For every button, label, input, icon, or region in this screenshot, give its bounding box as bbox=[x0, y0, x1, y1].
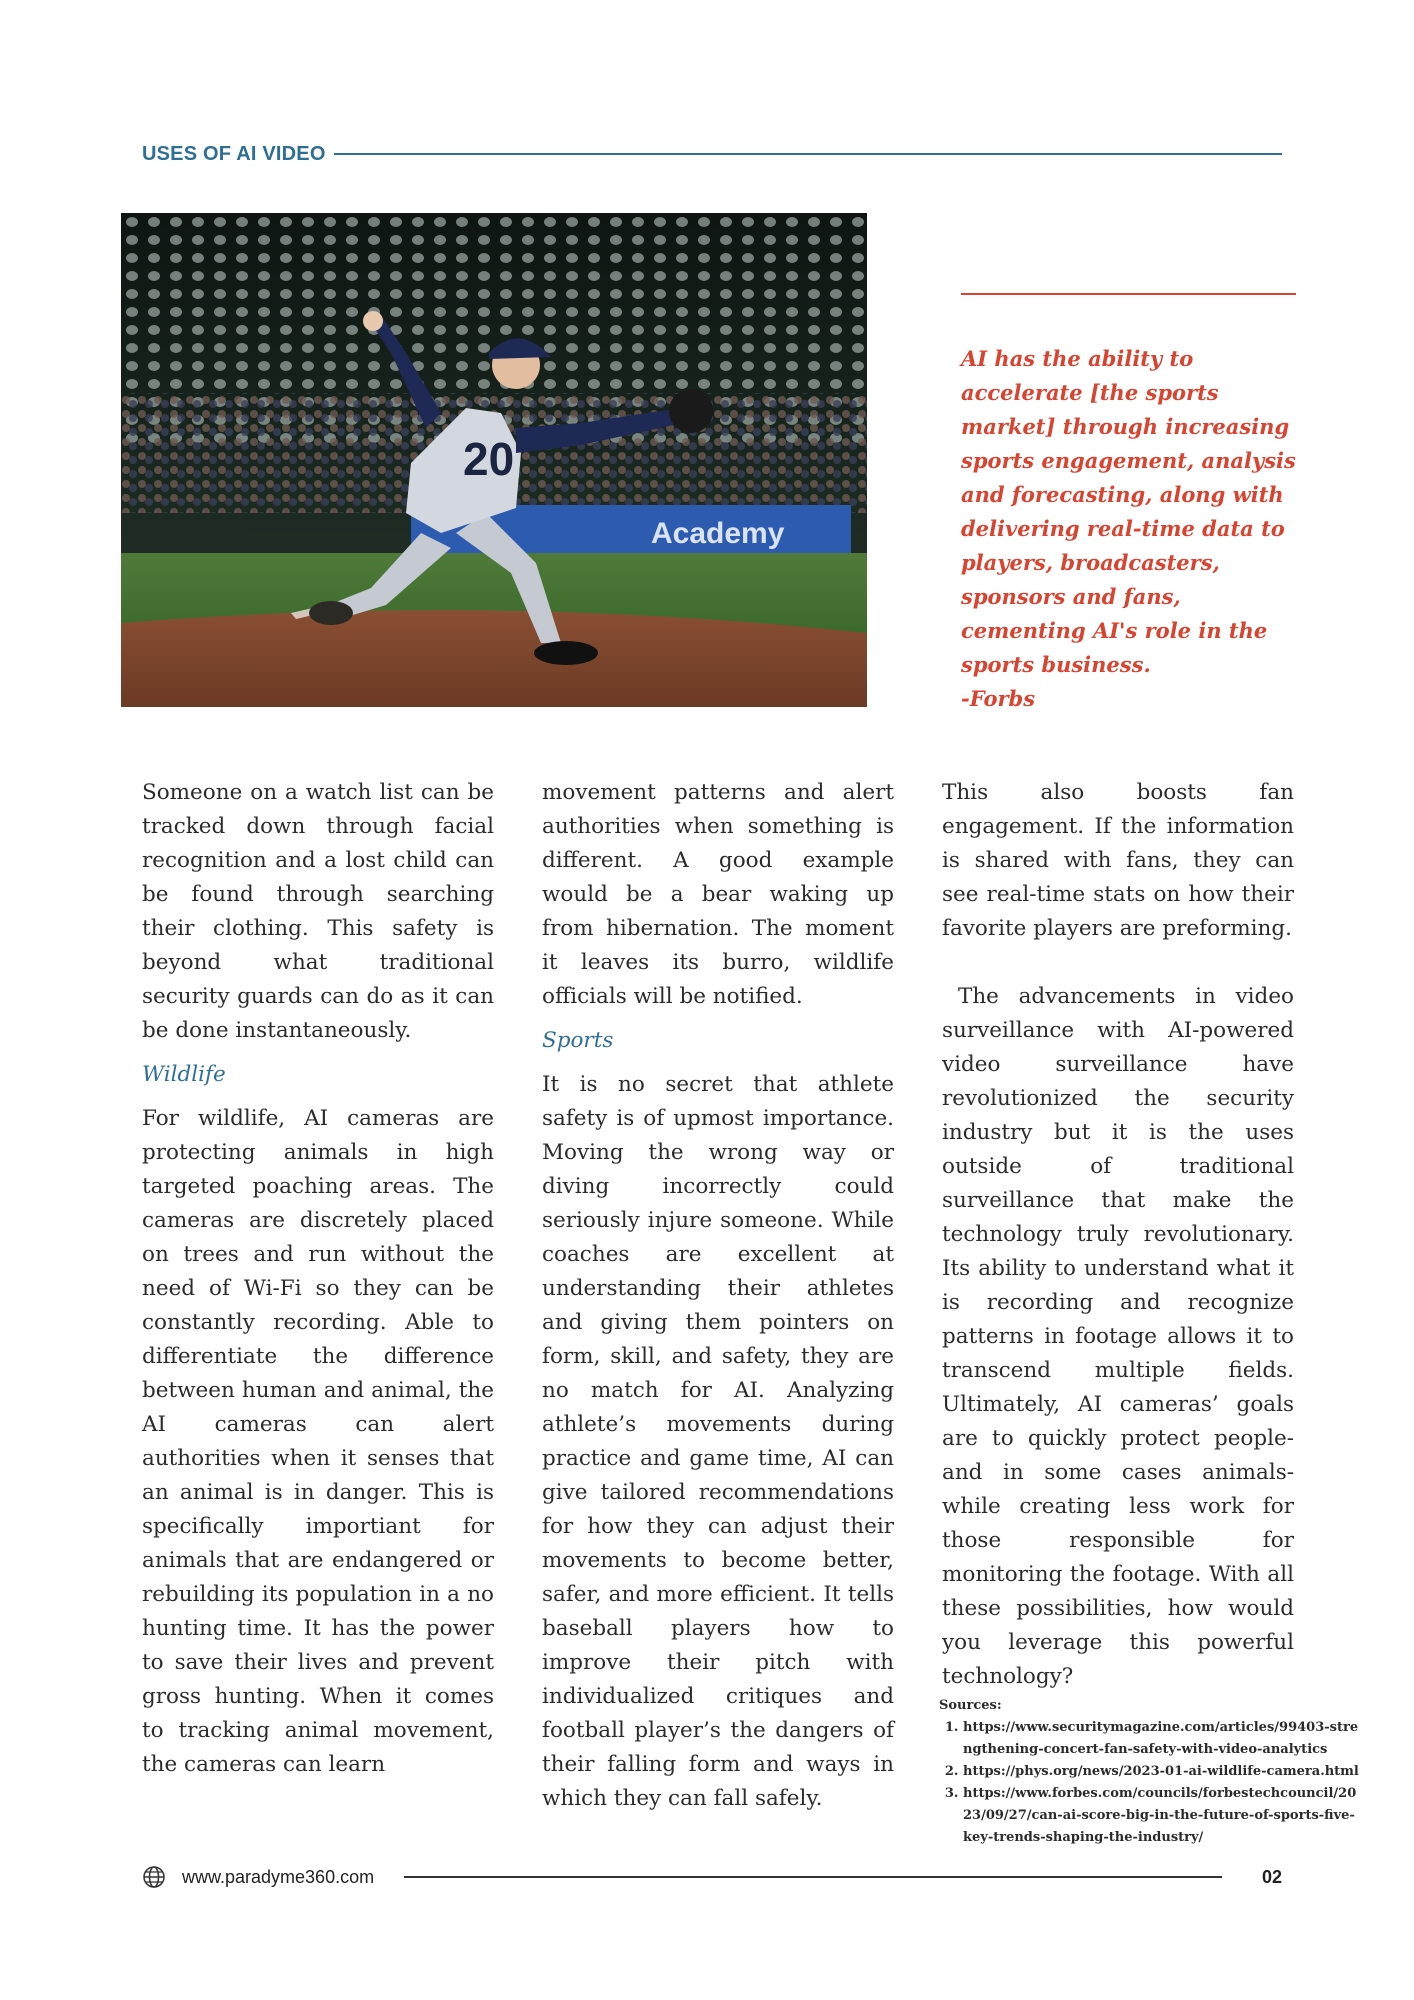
page-footer bbox=[142, 1864, 1282, 1890]
text-column-3 bbox=[942, 776, 1294, 1694]
source-link[interactable]: 1. https://www.securitymagazine.com/articles/99403-strengthening-concert-fan-safety-with-video-analytics bbox=[963, 1717, 1359, 1761]
paragraph: The advancements in video surveillance with AI-powered video surveillance have revolutionized the security industry but it is the uses outside of traditional surveillance that make the technology truly revolutionary. Its ability to understand what it is recording and recognize patterns in footage allows it to transcend multiple fields. Ultimately, AI cameras’ goals are to quickly protect people- and in some cases animals- while creating less work for those responsible for monitoring the footage. With all these possibilities, how would you leverage this powerful technology? bbox=[942, 984, 1294, 1689]
header-rule bbox=[334, 153, 1282, 155]
sources-list bbox=[939, 1695, 1359, 1849]
jersey-number: 20 bbox=[463, 433, 515, 485]
source-link[interactable]: 3. https://www.forbes.com/councils/forbestechcouncil/2023/09/27/can-ai-score-big-in-the-future-of-sports-five-key-trends-shaping-the-industry/ bbox=[963, 1783, 1359, 1849]
source-link[interactable]: 2. https://phys.org/news/2023-01-ai-wildlife-camera.html bbox=[963, 1761, 1359, 1783]
banner-text: Academy bbox=[651, 517, 785, 550]
quote-rule bbox=[961, 293, 1296, 295]
section-header bbox=[142, 142, 1282, 166]
paragraph: For wildlife, AI cameras are protecting animals in high targeted poaching areas. The cameras are discretely placed on trees and run without the need of Wi-Fi so they can be constantly recording. Able to differentiate the difference between human and animal, the AI cameras can alert authorities when it senses that an animal is in danger. This is specifically importiant for animals that are endangered or rebuilding its population in a no hunting time. It has the power to save their lives and prevent gross hunting. When it comes to tracking animal movement, the cameras can learn bbox=[142, 1106, 494, 1777]
website-link[interactable]: www.paradyme360.com bbox=[182, 1866, 375, 1887]
text-column-2 bbox=[542, 776, 894, 1816]
text-column-1 bbox=[142, 776, 494, 1782]
subheading-wildlife: Wildlife bbox=[142, 1062, 226, 1087]
page-number: 02 bbox=[1261, 1866, 1282, 1887]
baseball-pitcher-photo bbox=[121, 213, 867, 707]
paragraph: Someone on a watch list can be tracked down through facial recognition and a lost child can be found through searching their clothing. This safety is beyond what traditional security guards can do as it can be done instantaneously. bbox=[142, 780, 494, 1043]
quote-attribution: -Forbs bbox=[961, 686, 1036, 711]
paragraph: movement patterns and alert authorities when something is different. A good example would be a bear waking up from hibernation. The moment it leaves its burro, wildlife officials will be notified. bbox=[542, 780, 894, 1009]
globe-icon bbox=[142, 1865, 166, 1889]
quote-text: AI has the ability to accelerate [the sports market] through increasing sports engagement, analysis and forecasting, along with delivering real-time data to players, broadcasters, sponsors and fans, cementing AI's role in the sports business. bbox=[961, 346, 1296, 677]
paragraph: This also boosts fan engagement. If the information is shared with fans, they can see real-time stats on how their favorite players are preforming. bbox=[942, 780, 1294, 941]
paragraph: It is no secret that athlete safety is of upmost importance. Moving the wrong way or diving incorrectly could seriously injure someone. While coaches are excellent at understanding their athletes and giving them pointers on form, skill, and safety, they are no match for AI. Analyzing athlete’s movements during practice and game time, AI can give tailored recommendations for how they can adjust their movements to become better, safer, and more efficient. It tells baseball players how to improve their pitch with individualized critiques and football player’s the dangers of their falling form and ways in which they can fall safely. bbox=[542, 1072, 894, 1811]
footer-rule bbox=[404, 1876, 1222, 1878]
subheading-sports: Sports bbox=[542, 1028, 614, 1053]
pull-quote bbox=[961, 342, 1296, 716]
sources-title: Sources: bbox=[939, 1698, 1002, 1713]
section-title: USES OF AI VIDEO bbox=[142, 142, 326, 165]
